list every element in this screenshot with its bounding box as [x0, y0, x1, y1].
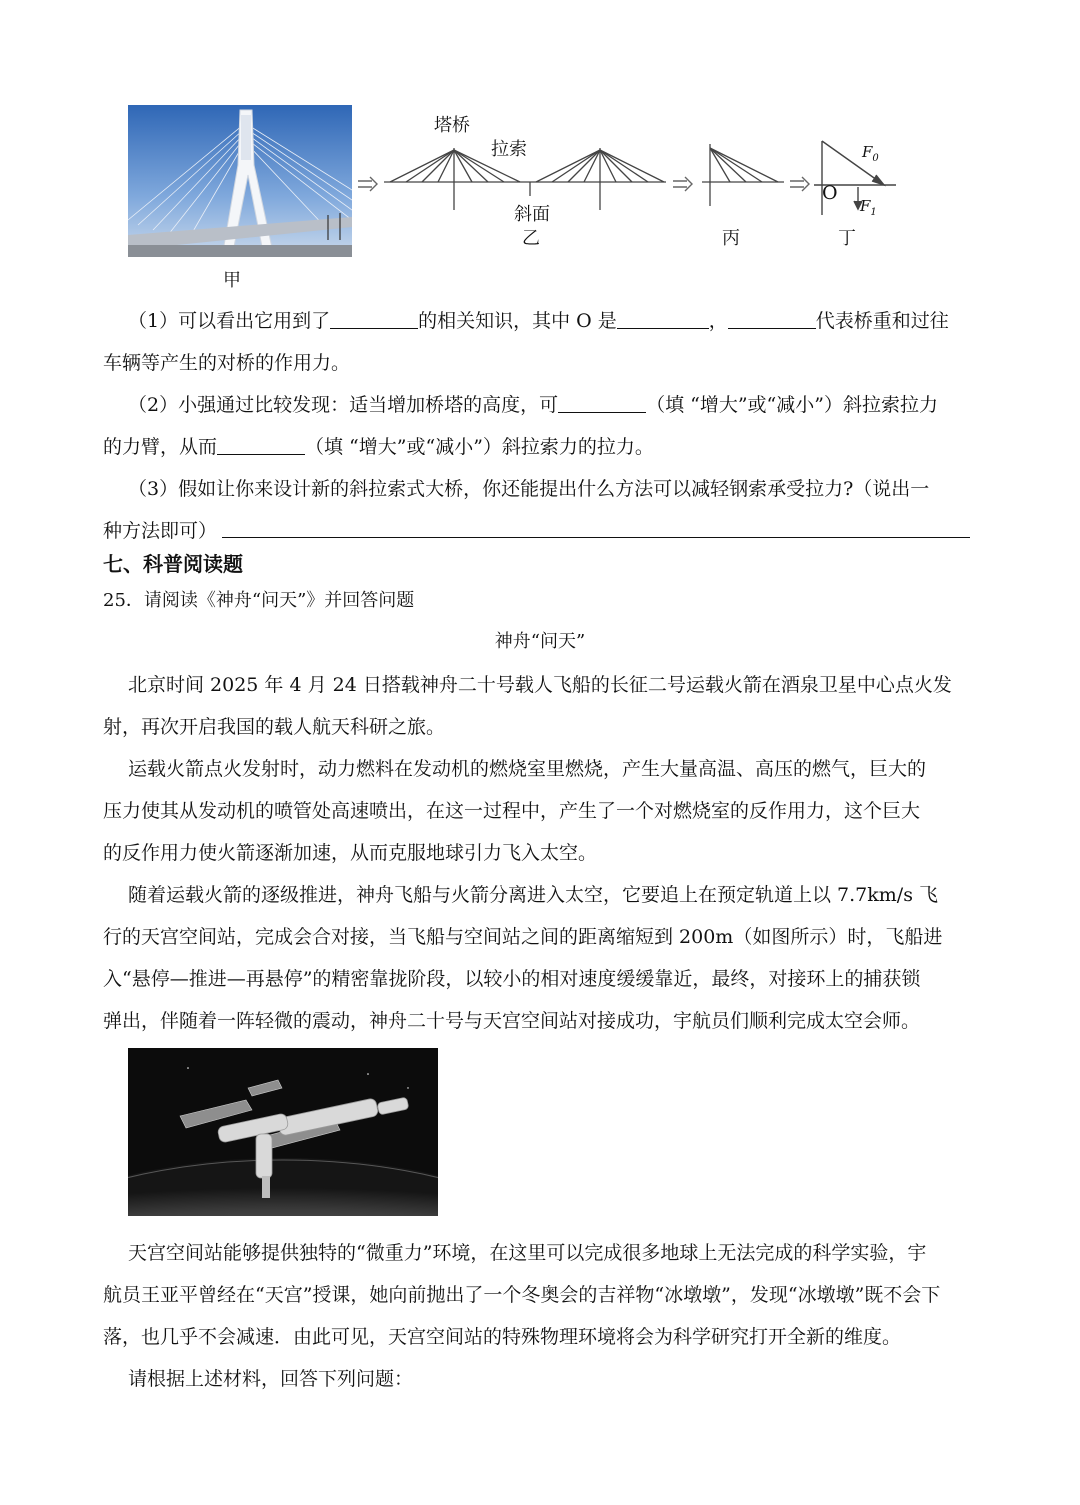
answer-blank-5[interactable] [217, 436, 305, 455]
label-f1-sub: 1 [870, 207, 877, 218]
answer-blank-3[interactable] [728, 310, 816, 329]
lever-diagram-bing [700, 140, 790, 210]
article-p1-l1: 北京时间 2025 年 4 月 24 日搭载神舟二十号载人飞船的长征二号运载火箭在酒泉卫星中心点火发 [128, 674, 952, 696]
answer-blank-6[interactable] [222, 519, 970, 538]
label-tower: 塔桥 [434, 115, 470, 136]
question-3-line-1: （3）假如让你来设计新的斜拉索式大桥，你还能提出什么方法可以减轻钢索承受拉力?（说出一 [128, 478, 930, 500]
article-p2-l1: 运载火箭点火发射时，动力燃料在发动机的燃烧室里燃烧，产生大量高温、高压的燃气，巨大的 [128, 758, 927, 780]
q1-text-b: 的相关知识，其中 O 是 [418, 310, 617, 332]
q3-text-b: 种方法即可） [103, 520, 218, 542]
answer-blank-1[interactable] [330, 310, 418, 329]
article-p1-l2: 射，再次开启我国的载人航天科研之旅。 [103, 716, 446, 738]
article-p2-l3: 的反作用力使火箭逐渐加速，从而克服地球引力飞入太空。 [103, 842, 598, 864]
label-slope: 斜面 [514, 204, 550, 225]
label-f1 [860, 197, 877, 218]
question-25-intro: 25．请阅读《神舟“问天”》并回答问题 [103, 590, 415, 611]
label-bing: 丙 [722, 228, 740, 249]
article-p3-l1: 随着运载火箭的逐级推进，神舟飞船与火箭分离进入太空，它要追上在预定轨道上以 7.7km/s 飞 [128, 884, 938, 906]
label-f0 [862, 143, 879, 164]
section-heading: 七、科普阅读题 [103, 552, 243, 576]
question-1-line-2: 车辆等产生的对桥的作用力。 [103, 352, 351, 374]
photo-caption-jia: 甲 [223, 270, 241, 291]
article-title: 神舟“问天” [494, 631, 586, 652]
answer-blank-4[interactable] [558, 394, 646, 413]
article-p3-l3: 入“悬停—推进—再悬停”的精密靠拢阶段，以较小的相对速度缓缓靠近，最终，对接环上的捕获锁 [103, 968, 921, 990]
article-p4-l2: 航员王亚平曾经在“天宫”授课，她向前抛出了一个冬奥会的吉祥物“冰墩墩”，发现“冰墩墩”既不会下 [103, 1284, 941, 1306]
label-f0-sub: 0 [872, 153, 879, 164]
question-3-line-2 [103, 516, 217, 543]
article-p4-l1: 天宫空间站能够提供独特的“微重力”环境，在这里可以完成很多地球上无法完成的科学实验，宇 [128, 1242, 927, 1264]
q2-text-a: （2）小强通过比较发现：适当增加桥塔的高度，可 [128, 394, 559, 416]
label-cable: 拉索 [491, 139, 527, 160]
question-1-line-1 [128, 306, 949, 333]
space-station-photo [128, 1048, 438, 1216]
q2-text-b: （填 “增大”或“减小”）斜拉索拉力 [646, 394, 938, 416]
label-pivot-o: O [822, 182, 838, 204]
label-f1-letter: F [860, 197, 871, 215]
question-2-line-1 [128, 390, 938, 417]
article-p4-l3: 落，也几乎不会减速．由此可见，天宫空间站的特殊物理环境将会为科学研究打开全新的维度。 [103, 1326, 902, 1348]
label-yi: 乙 [522, 228, 540, 249]
question-2-line-2 [103, 432, 654, 459]
lever-diagram-ding [812, 135, 902, 220]
article-p3-l2: 行的天宫空间站，完成会合对接，当飞船与空间站之间的距离缩短到 200m（如图所示）时，飞船进 [103, 926, 943, 948]
q1-text-a: （1）可以看出它用到了 [128, 310, 331, 332]
label-ding: 丁 [838, 228, 856, 249]
q1-text-c: ， [708, 310, 728, 332]
answer-blank-2[interactable] [617, 310, 709, 329]
q2-text-d: （填 “增大”或“减小”）斜拉索力的拉力。 [305, 436, 654, 458]
q2-text-c: 的力臂，从而 [103, 436, 218, 458]
bridge-photo [128, 105, 352, 257]
q1-text-d: 代表桥重和过往 [815, 310, 949, 332]
article-p3-l4: 弹出，伴随着一阵轻微的震动，神舟二十号与天宫空间站对接成功，宇航员们顺利完成太空会师。 [103, 1010, 921, 1032]
article-p2-l2: 压力使其从发动机的喷管处高速喷出，在这一过程中，产生了一个对燃烧室的反作用力，这个巨大 [103, 800, 921, 822]
label-f0-letter: F [862, 143, 873, 161]
article-p5-l1: 请根据上述材料，回答下列问题： [128, 1368, 414, 1390]
